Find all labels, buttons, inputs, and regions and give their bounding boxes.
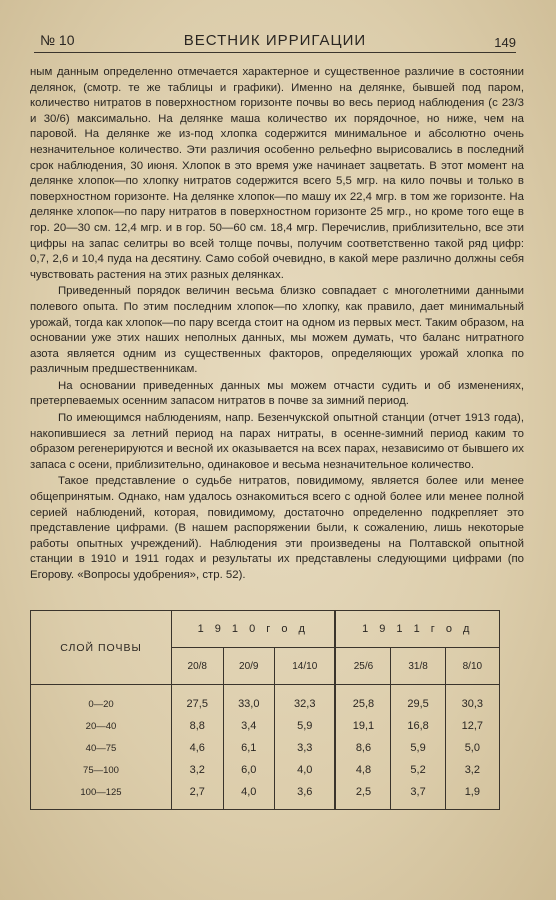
value-cell: 25,8 bbox=[335, 685, 390, 716]
table-row bbox=[31, 685, 500, 716]
date-header: 20/9 bbox=[223, 648, 275, 685]
value-cell: 29,5 bbox=[391, 685, 445, 716]
value-cell: 2,5 bbox=[335, 781, 390, 810]
value-cell: 19,1 bbox=[335, 715, 390, 737]
value-cell: 6,0 bbox=[223, 759, 275, 781]
paragraph: Приведенный порядок величин весьма близко совпадает с многолетними данными полевого опыта. По этим последним хлопок—по хлопку, как правило, дает минимальный урожай, тогда как хлопок—по пару всегда стоит на одном из первых мест. Таким образом, на основании уже этих наших неполных данных, мы можем думать, что баланс нитратного азота является одним из существенных факторов, определяющих урожай хлопка по различным предшественникам. bbox=[30, 285, 524, 376]
nitrate-table bbox=[30, 610, 500, 810]
paragraph: На основании приведенных данных мы можем отчасти судить и об изменениях, претерпеваемых осенним запасом нитратов в почве за зимний период. bbox=[30, 379, 524, 408]
table-row bbox=[31, 737, 500, 759]
layer-column-header: СЛОЙ ПОЧВЫ bbox=[31, 611, 172, 685]
page-number: 149 bbox=[494, 35, 516, 50]
value-cell: 30,3 bbox=[445, 685, 499, 716]
value-cell: 3,4 bbox=[223, 715, 275, 737]
page-header bbox=[34, 30, 516, 53]
value-cell: 16,8 bbox=[391, 715, 445, 737]
year-header-1911: 1 9 1 1 г о д bbox=[335, 611, 499, 648]
layer-cell: 100—125 bbox=[31, 781, 172, 810]
table-row bbox=[31, 781, 500, 810]
layer-cell: 0—20 bbox=[31, 685, 172, 716]
year-header-1910: 1 9 1 0 г о д bbox=[172, 611, 336, 648]
value-cell: 3,7 bbox=[391, 781, 445, 810]
date-header: 14/10 bbox=[275, 648, 336, 685]
date-header: 31/8 bbox=[391, 648, 445, 685]
issue-number: № 10 bbox=[40, 32, 75, 48]
paragraph: ным данным определенно отмечается характерное и существенное различие в состоянии делянок, (смотр. те же таблицы и графики). Именно на делянке, бывшей под паром, количество нитратов в поверхностном горизонте почвы во весь период наблюдения (с 23/3 и 30/6) максимально. На делянке маша количество их порядочное, но ниже, чем на паровой. На делянке же из-под хлопка содержится минимальное и абсолютно очень незначительное количество. Эти различия особенно рельефно вырисовались в последний срок наблюдения, 30 июня. Хлопок в это время уже начинает зацветать. В этот момент на делянке хлопок—по хлопку нитратов содержится всего 5,5 мгр. на кило почвы и только в поверхностном горизонте. На делянке хлопок—по машу их 22,4 мгр. в том же горизонте. На делянке хлопок—по пару нитратов в поверхностном горизонте 25 мгр., но кроме того еще в гор. 20—30 см. 12,4 мгр. и в гор. 50—60 см. 18,4 мгр. Перечислив, приблизительно, все эти цифры на запас селитры во всей толще почвы, получим соответственно такой ряд цифр: 0,7, 2,6 и 10,4 пуда на десятину. Само собой очевидно, в какой мере различно должны себя чувствовать растения на этих разных делянках. bbox=[30, 66, 524, 281]
value-cell: 4,6 bbox=[172, 737, 224, 759]
value-cell: 3,6 bbox=[275, 781, 336, 810]
value-cell: 3,3 bbox=[275, 737, 336, 759]
value-cell: 4,0 bbox=[223, 781, 275, 810]
value-cell: 3,2 bbox=[172, 759, 224, 781]
layer-cell: 20—40 bbox=[31, 715, 172, 737]
value-cell: 2,7 bbox=[172, 781, 224, 810]
value-cell: 5,9 bbox=[275, 715, 336, 737]
value-cell: 27,5 bbox=[172, 685, 224, 716]
value-cell: 33,0 bbox=[223, 685, 275, 716]
table-row bbox=[31, 715, 500, 737]
table-row bbox=[31, 759, 500, 781]
value-cell: 8,8 bbox=[172, 715, 224, 737]
article-body bbox=[30, 65, 524, 585]
paragraph: По имеющимся наблюдениям, напр. Безенчукской опытной станции (отчет 1913 года), накопившиеся за летний период на парах нитраты, в осенне-зимний период каким то образом регенерируются и весной их оказывается на всех парах, независимо от бывшего их запаса с осени, приблизительно, одинаковое и весьма незначительное количество. bbox=[30, 412, 524, 471]
value-cell: 4,8 bbox=[335, 759, 390, 781]
value-cell: 12,7 bbox=[445, 715, 499, 737]
value-cell: 3,2 bbox=[445, 759, 499, 781]
value-cell: 6,1 bbox=[223, 737, 275, 759]
date-header: 25/6 bbox=[335, 648, 390, 685]
date-header: 8/10 bbox=[445, 648, 499, 685]
date-header: 20/8 bbox=[172, 648, 224, 685]
value-cell: 32,3 bbox=[275, 685, 336, 716]
paragraph: Такое представление о судьбе нитратов, повидимому, является более или менее общепринятым. Однако, нам удалось ознакомиться всего с одной более или менее полной серией наблюдений, которая, повидимому, достаточно определенно подкрепляет это представление цифрами. (В нашем распоряжении были, к сожалению, лишь некоторые работы опытных учреждений). Наблюдения эти произведены на Полтавской опытной станции в 1910 и 1911 годах и результаты их представлены следующими цифрами (по Егорову. «Вопросы удобрения», стр. 52). bbox=[30, 475, 524, 581]
layer-cell: 40—75 bbox=[31, 737, 172, 759]
value-cell: 5,9 bbox=[391, 737, 445, 759]
value-cell: 5,2 bbox=[391, 759, 445, 781]
value-cell: 8,6 bbox=[335, 737, 390, 759]
journal-title: ВЕСТНИК ИРРИГАЦИИ bbox=[183, 32, 367, 49]
value-cell: 5,0 bbox=[445, 737, 499, 759]
layer-cell: 75—100 bbox=[31, 759, 172, 781]
value-cell: 1,9 bbox=[445, 781, 499, 810]
value-cell: 4,0 bbox=[275, 759, 336, 781]
